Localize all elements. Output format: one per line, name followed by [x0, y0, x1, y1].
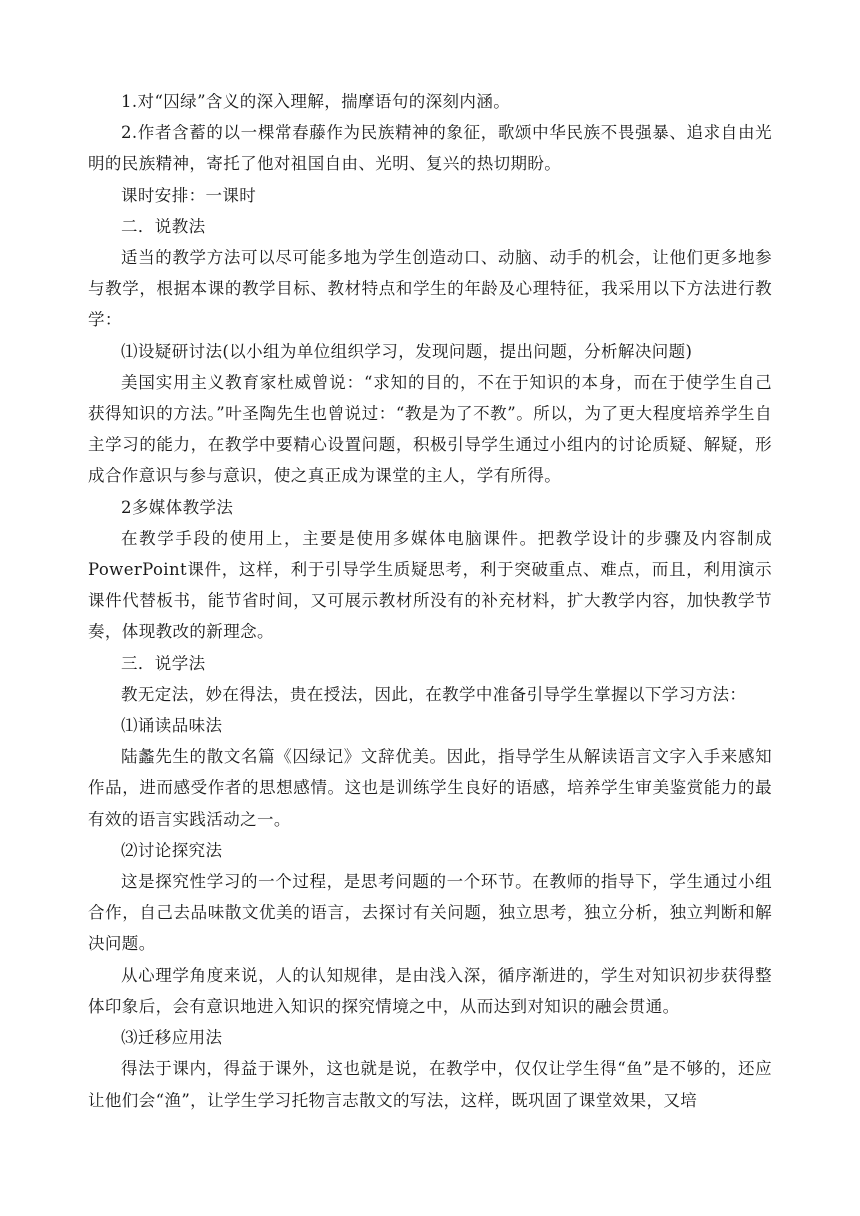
paragraph-learning-method-1: 陆蠡先生的散文名篇《囚绿记》文辞优美。因此，指导学生从解读语言文字入手来感知作品，进而感受作者的思想感情。这也是训练学生良好的语感，培养学生审美鉴赏能力的最有效的语言实践活动之一。 [88, 747, 772, 829]
section-heading-teaching-methods: 二．说教法 [121, 216, 206, 236]
paragraph-learning-method-2: 这是探究性学习的一个过程，是思考问题的一个环节。在教师的指导下，学生通过小组合作，自己去品味散文优美的语言，去探讨有关问题，独立思考，独立分析，独立判断和解决问题。 [88, 872, 772, 954]
method-2-heading: 2多媒体教学法 [121, 497, 234, 517]
paragraph-method-1: 美国实用主义教育家杜威曾说：“求知的目的，不在于知识的本身，而在于使学生自己获得知识的方法。”叶圣陶先生也曾说过：“教是为了不教”。所以，为了更大程度培养学生自主学习的能力，在教学中要精心设置问题，积极引导学生通过小组内的讨论质疑、解疑，形成合作意识与参与意识，使之真正成为课堂的主人，学有所得。 [88, 372, 772, 486]
paragraph-method-2: 在教学手段的使用上，主要是使用多媒体电脑课件。把教学设计的步骤及内容制成PowerPoint课件，这样，利于引导学生质疑思考，利于突破重点、难点，而且，利用演示课件代替板书，能节省时间，又可展示教材所没有的补充材料，扩大教学内容，加快教学节奏，体现教改的新理念。 [88, 528, 772, 642]
paragraph-learning-method-3: 得法于课内，得益于课外，这也就是说，在教学中，仅仅让学生得“鱼”是不够的，还应让他们会“渔”，让学生学习托物言志散文的写法，这样，既巩固了课堂效果，又培 [88, 1059, 772, 1110]
learning-method-1-heading: ⑴诵读品味法 [121, 716, 223, 736]
section-heading-learning-methods: 三．说学法 [121, 653, 206, 673]
paragraph-methods-intro: 适当的教学方法可以尽可能多地为学生创造动口、动脑、动手的机会，让他们更多地参与教学，根据本课的教学目标、教材特点和学生的年龄及心理特征，我采用以下方法进行教学： [88, 248, 772, 330]
objective-1: 1.对“囚绿”含义的深入理解，揣摩语句的深刻内涵。 [121, 92, 511, 111]
objective-2: 2.作者含蓄的以一棵常春藤作为民族精神的象征，歌颂中华民族不畏强暴、追求自由光明的民族精神，寄托了他对祖国自由、光明、复兴的热切期盼。 [88, 123, 772, 174]
method-1-heading: ⑴设疑研讨法(以小组为单位组织学习，发现问题，提出问题，分析解决问题) [121, 341, 693, 361]
paragraph-cognition: 从心理学角度来说，人的认知规律，是由浅入深，循序渐进的，学生对知识初步获得整体印象后，会有意识地进入知识的探究情境之中，从而达到对知识的融会贯通。 [88, 965, 772, 1016]
schedule-line: 课时安排：一课时 [121, 185, 257, 205]
learning-method-2-heading: ⑵讨论探究法 [121, 840, 223, 860]
learning-method-3-heading: ⑶迁移应用法 [121, 1028, 223, 1048]
paragraph-learning-intro: 教无定法，妙在得法，贵在授法，因此，在教学中准备引导学生掌握以下学习方法： [121, 684, 747, 704]
